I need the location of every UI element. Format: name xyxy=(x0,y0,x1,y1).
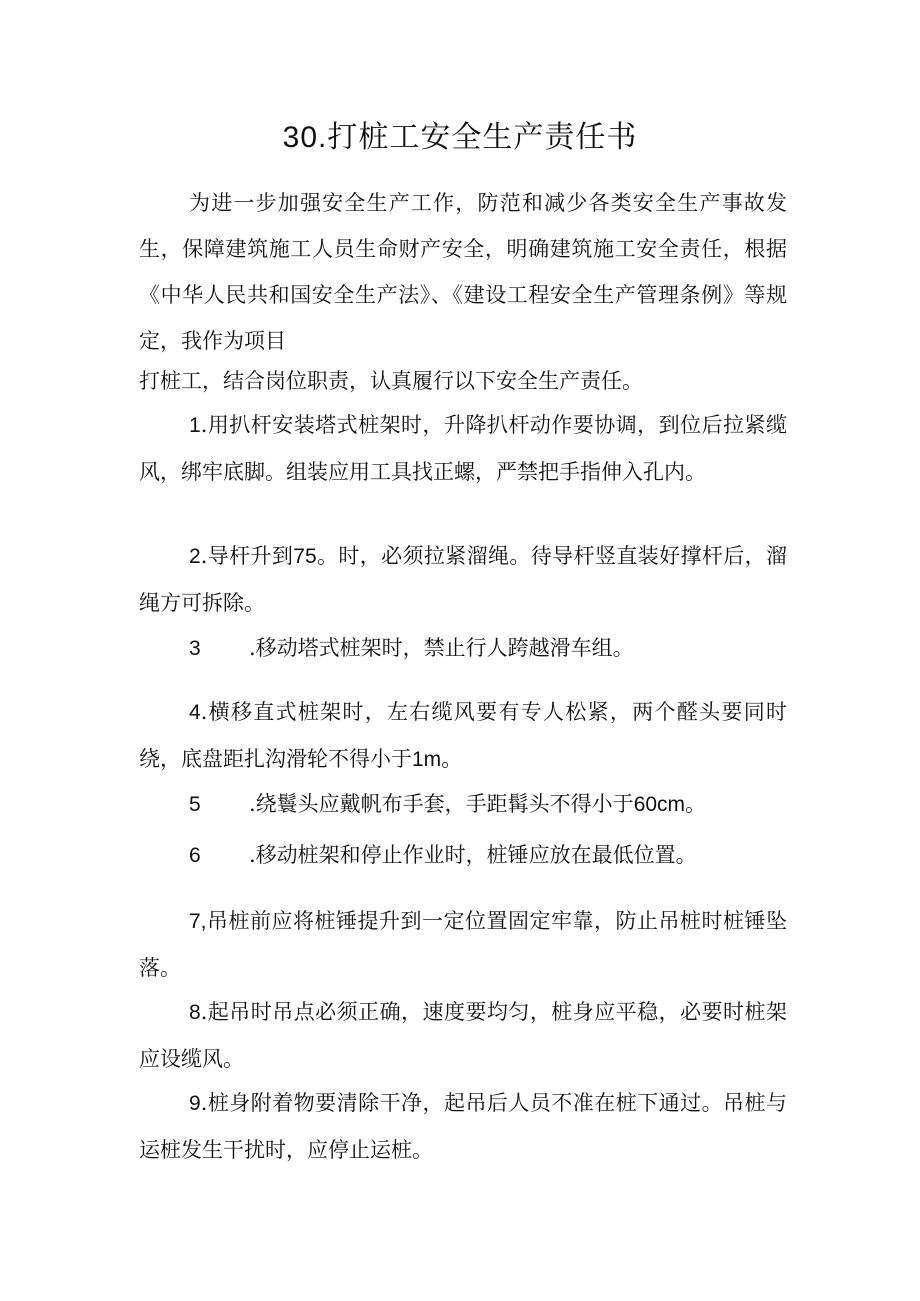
clause-number: 7, xyxy=(189,910,207,933)
clause-number: 4 xyxy=(189,701,201,724)
intro-paragraph: 为进一步加强安全生产工作，防范和减少各类安全生产事故发生，保障建筑施工人员生命财产安全，明确建筑施工安全责任，根据《中华人民共和国安全生产法》、《建设工程安全生产管理条例》等规定，我作为项目 xyxy=(139,191,787,353)
clause-text: 吊桩前应将桩锤提升到一定位置固定牢靠，防止吊桩时桩锤坠落。 xyxy=(139,909,787,980)
clause-text: .移动塔式桩架时，禁止行人跨越滑车组。 xyxy=(249,636,634,660)
clause-value: 1m xyxy=(412,748,442,771)
clause-3 xyxy=(189,625,634,672)
clause-value: 60cm xyxy=(633,793,686,816)
clause-number: 3 xyxy=(189,637,201,660)
clause-text: .导杆升到 xyxy=(200,544,294,568)
clause-text: .移动桩架和停止作业时，桩锤应放在最低位置。 xyxy=(249,843,697,867)
clause-text: .起吊时吊点必须正确，速度要均匀，桩身应平稳，必要时桩架应设缆风。 xyxy=(139,1000,787,1071)
clause-value: 75 xyxy=(293,545,317,568)
clause-number: 6 xyxy=(189,844,201,867)
intro-continuation: 打桩工，结合岗位职责，认真履行以下安全生产责任。 xyxy=(139,369,643,393)
clause-9 xyxy=(139,1080,787,1173)
clause-text: 。 xyxy=(685,792,707,816)
clause-4 xyxy=(139,689,787,783)
clause-1 xyxy=(139,402,787,495)
clause-text: .桩身附着物要清除干净，起吊后人员不准在桩下通过。吊桩与运桩发生干扰时，应停止运桩。 xyxy=(139,1091,787,1162)
title-text: 打桩工安全生产责任书 xyxy=(327,120,638,155)
clause-text: .绕鬟头应戴帆布手套，手距髯头不得小于 xyxy=(249,792,634,816)
clause-text: 。 xyxy=(441,747,463,771)
clause-text: 。时，必须拉紧溜绳。待导杆竖直装好撑杆后，溜绳方可拆除。 xyxy=(139,544,787,615)
clause-8 xyxy=(139,989,787,1082)
clause-2 xyxy=(139,533,787,626)
clause-number: 9 xyxy=(189,1092,201,1115)
clause-5 xyxy=(189,781,706,828)
clause-number: 5 xyxy=(189,793,201,816)
clause-number: 8 xyxy=(189,1001,201,1024)
clause-text: .横移直式桩架时，左右缆风要有专人松紧，两个醛头要同时绕，底盘距扎沟滑轮不得小于 xyxy=(139,700,787,771)
title-number: 30. xyxy=(282,121,328,154)
clause-number: 2 xyxy=(189,545,201,568)
clause-text: .用扒杆安装塔式桩架时，升降扒杆动作要协调，到位后拉紧缆风，绑牢底脚。组装应用工具找正螺，严禁把手指伸入孔内。 xyxy=(139,413,787,484)
document-title xyxy=(0,112,920,156)
clause-number: 1 xyxy=(189,414,201,437)
clause-7 xyxy=(139,898,787,991)
clause-6 xyxy=(189,832,697,879)
